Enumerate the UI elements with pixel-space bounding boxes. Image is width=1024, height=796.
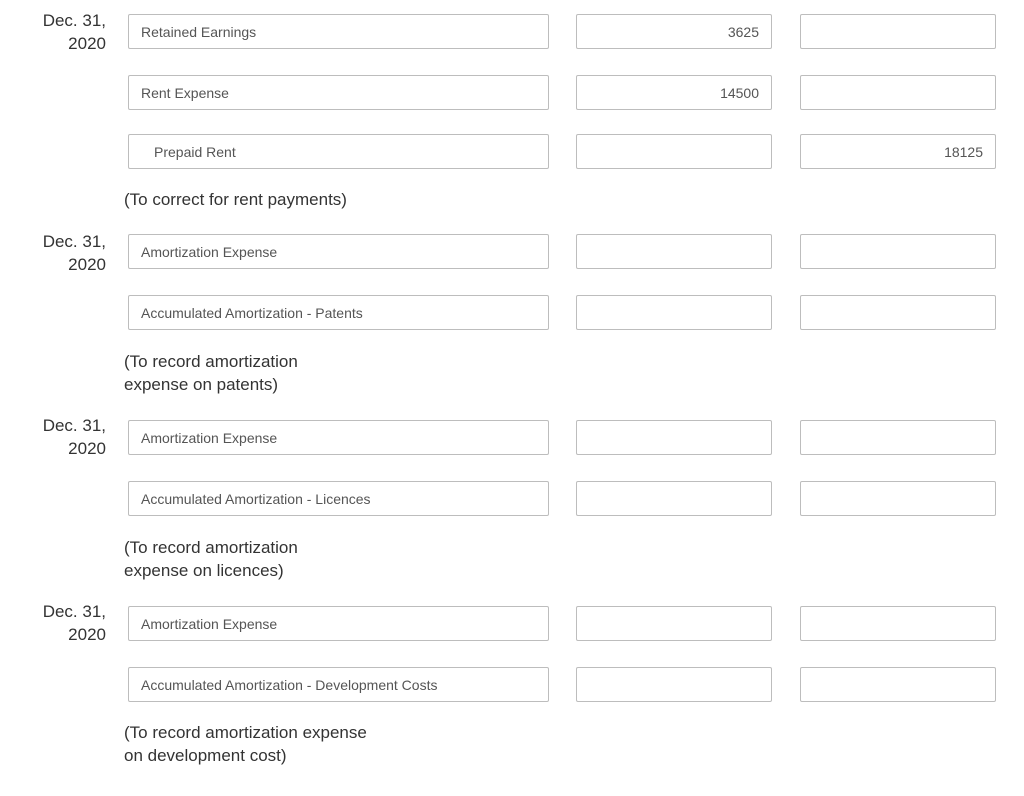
entry-date-line2: 2020: [68, 439, 106, 458]
entry-explanation-line1: (To record amortization expense: [124, 723, 367, 742]
entry-date-line1: Dec. 31,: [42, 602, 106, 621]
entry-date-line2: 2020: [68, 34, 106, 53]
entry-explanation: [124, 721, 367, 767]
entry-date-line2: 2020: [68, 255, 106, 274]
debit-amount-input[interactable]: [576, 234, 772, 269]
entry-explanation-line1: (To record amortization: [124, 352, 298, 371]
entry-date-line1: Dec. 31,: [42, 416, 106, 435]
credit-amount-input[interactable]: [800, 295, 996, 330]
entry-date: [10, 230, 106, 276]
entry-date-line2: 2020: [68, 625, 106, 644]
debit-amount-input[interactable]: [576, 75, 772, 110]
debit-amount-input[interactable]: [576, 420, 772, 455]
entry-explanation: [124, 350, 298, 396]
debit-amount-input[interactable]: [576, 295, 772, 330]
credit-amount-input[interactable]: [800, 234, 996, 269]
credit-amount-input[interactable]: [800, 606, 996, 641]
account-title-input[interactable]: [128, 667, 549, 702]
entry-date-line1: Dec. 31,: [42, 11, 106, 30]
credit-amount-input[interactable]: [800, 134, 996, 169]
account-title-input[interactable]: [128, 134, 549, 169]
credit-amount-input[interactable]: [800, 481, 996, 516]
credit-amount-input[interactable]: [800, 420, 996, 455]
debit-amount-input[interactable]: [576, 134, 772, 169]
credit-amount-input[interactable]: [800, 75, 996, 110]
entry-explanation-line1: (To record amortization: [124, 538, 298, 557]
entry-explanation-line2: expense on licences): [124, 561, 284, 580]
account-title-input[interactable]: [128, 420, 549, 455]
entry-explanation: (To correct for rent payments): [124, 190, 347, 209]
entry-date-line1: Dec. 31,: [42, 232, 106, 251]
account-title-input[interactable]: [128, 606, 549, 641]
debit-amount-input[interactable]: [576, 14, 772, 49]
account-title-input[interactable]: [128, 14, 549, 49]
entry-date: [10, 600, 106, 646]
account-title-input[interactable]: [128, 234, 549, 269]
entry-explanation: [124, 536, 298, 582]
account-title-input[interactable]: [128, 295, 549, 330]
credit-amount-input[interactable]: [800, 667, 996, 702]
entry-explanation-line2: on development cost): [124, 746, 287, 765]
account-title-input[interactable]: [128, 75, 549, 110]
entry-date: [10, 414, 106, 460]
entry-date: [10, 9, 106, 55]
debit-amount-input[interactable]: [576, 667, 772, 702]
debit-amount-input[interactable]: [576, 481, 772, 516]
account-title-input[interactable]: [128, 481, 549, 516]
debit-amount-input[interactable]: [576, 606, 772, 641]
credit-amount-input[interactable]: [800, 14, 996, 49]
entry-explanation-line2: expense on patents): [124, 375, 279, 394]
